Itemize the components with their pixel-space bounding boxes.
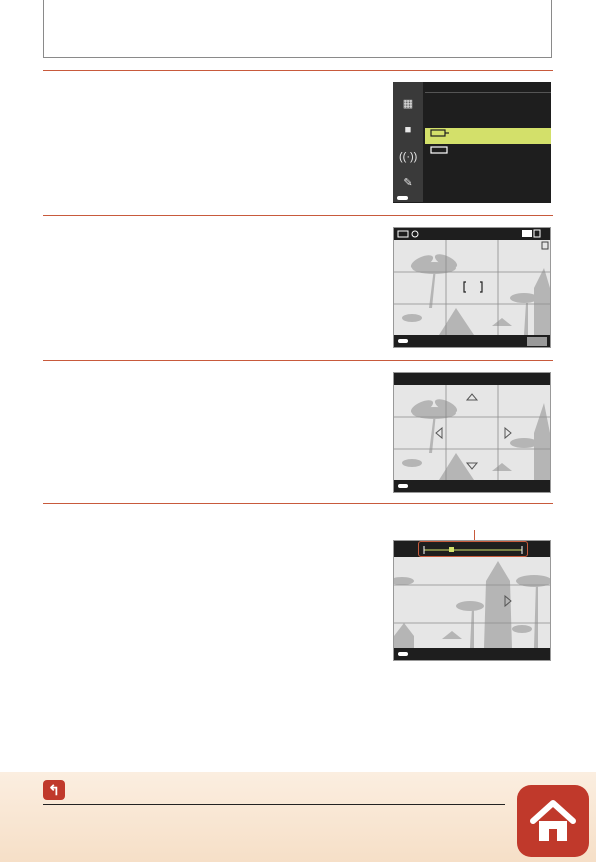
- step-4: [43, 513, 373, 633]
- progress-guide-callout: [418, 541, 528, 557]
- home-icon: [517, 785, 589, 857]
- step-divider: [43, 70, 553, 71]
- camera-recording-screen: [393, 540, 551, 661]
- direction-scene: [394, 373, 550, 492]
- camera-shooting-screen: [393, 227, 551, 348]
- wrench-setup-icon: ✎: [403, 177, 413, 189]
- zoom-memory-icon: ▦: [402, 98, 414, 110]
- menu-header: [425, 82, 551, 93]
- step-1: [43, 80, 373, 200]
- step-2: [43, 225, 373, 345]
- camera-menu-screen: [393, 82, 551, 203]
- camera-direction-screen: [393, 372, 551, 493]
- wireless-icon: ((·)): [399, 151, 418, 163]
- step-divider: [43, 503, 553, 504]
- panorama-wide-icon: [430, 145, 450, 155]
- recording-scene: [394, 541, 550, 660]
- back-button[interactable]: [43, 780, 65, 800]
- step-divider: [43, 215, 553, 216]
- menu-sidebar: [393, 82, 423, 202]
- scene-illustration: [394, 228, 550, 347]
- footer-rule: [43, 804, 505, 805]
- footer: [0, 772, 596, 862]
- home-button[interactable]: [517, 785, 589, 857]
- back-arrow-icon: ↰: [48, 782, 60, 798]
- menu-item-easy-panorama-selected[interactable]: [425, 128, 551, 144]
- step-3: [43, 370, 373, 490]
- note-box: [43, 0, 552, 58]
- step-divider: [43, 360, 553, 361]
- panorama-normal-icon: [430, 128, 450, 138]
- movie-camera-icon: ■: [404, 124, 412, 136]
- menu-item-panorama-wide[interactable]: [425, 145, 551, 161]
- back-glyph-icon: [397, 196, 408, 200]
